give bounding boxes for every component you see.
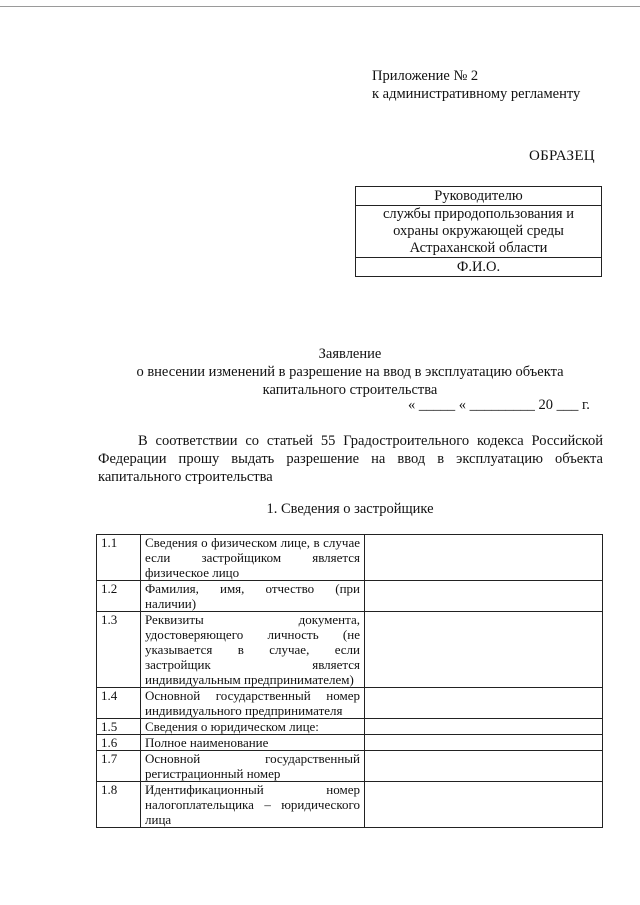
row-label: Фамилия, имя, отчество (при наличии)	[141, 581, 365, 612]
table-row	[97, 782, 603, 828]
row-number: 1.2	[97, 581, 141, 612]
row-number: 1.4	[97, 688, 141, 719]
row-label: Основной государственный регистрационный номер	[141, 751, 365, 782]
row-value-field[interactable]	[365, 581, 603, 612]
section-title: 1. Сведения о застройщике	[266, 501, 434, 517]
addressee-organization: службы природопользования и охраны окружающей среды Астраханской области	[356, 206, 602, 258]
statement-subject: о внесении изменений в разрешение на ввод в эксплуатацию объекта	[136, 364, 564, 380]
statement-heading: Заявление	[318, 346, 382, 362]
developer-info-table	[96, 534, 603, 828]
statement-title	[100, 345, 600, 399]
row-number: 1.3	[97, 612, 141, 688]
sample-label: ОБРАЗЕЦ	[529, 148, 595, 164]
row-value-field[interactable]	[365, 782, 603, 828]
addressee-name-placeholder: Ф.И.О.	[356, 258, 602, 277]
row-value-field[interactable]	[365, 612, 603, 688]
row-label: Полное наименование	[141, 735, 365, 751]
appendix-header	[372, 67, 580, 103]
scan-edge-line	[0, 6, 640, 7]
row-label: Сведения о юридическом лице:	[141, 719, 365, 735]
row-number: 1.7	[97, 751, 141, 782]
table-row	[97, 719, 603, 735]
row-label: Идентификационный номер налогоплательщика – юридического лица	[141, 782, 365, 828]
date-line: « _____ « _________ 20 ___ г.	[408, 397, 590, 413]
table-row	[97, 612, 603, 688]
appendix-number: Приложение № 2	[372, 68, 479, 84]
appendix-reference: к административному регламенту	[372, 86, 581, 102]
row-number: 1.6	[97, 735, 141, 751]
table-row	[97, 688, 603, 719]
row-value-field[interactable]	[365, 719, 603, 735]
row-label: Сведения о физическом лице, в случае если застройщиком является физическое лицо	[141, 535, 365, 581]
table-row	[97, 581, 603, 612]
row-label: Реквизиты документа, удостоверяющего личность (не указывается в случае, если застройщик является индивидуальным предпринимателем)	[141, 612, 365, 688]
row-value-field[interactable]	[365, 535, 603, 581]
row-label: Основной государственный номер индивидуального предпринимателя	[141, 688, 365, 719]
statement-subject-cont: капитального строительства	[262, 382, 438, 398]
row-value-field[interactable]	[365, 688, 603, 719]
body-paragraph: В соответствии со статьей 55 Градостроительного кодекса Российской Федерации прошу выдать разрешение на ввод в эксплуатацию объекта капитального строительства	[98, 433, 603, 485]
table-row	[97, 535, 603, 581]
table-row	[97, 735, 603, 751]
addressee-role: Руководителю	[356, 187, 602, 206]
row-value-field[interactable]	[365, 751, 603, 782]
row-value-field[interactable]	[365, 735, 603, 751]
table-row	[97, 751, 603, 782]
row-number: 1.5	[97, 719, 141, 735]
row-number: 1.1	[97, 535, 141, 581]
row-number: 1.8	[97, 782, 141, 828]
addressee-box	[355, 186, 602, 277]
